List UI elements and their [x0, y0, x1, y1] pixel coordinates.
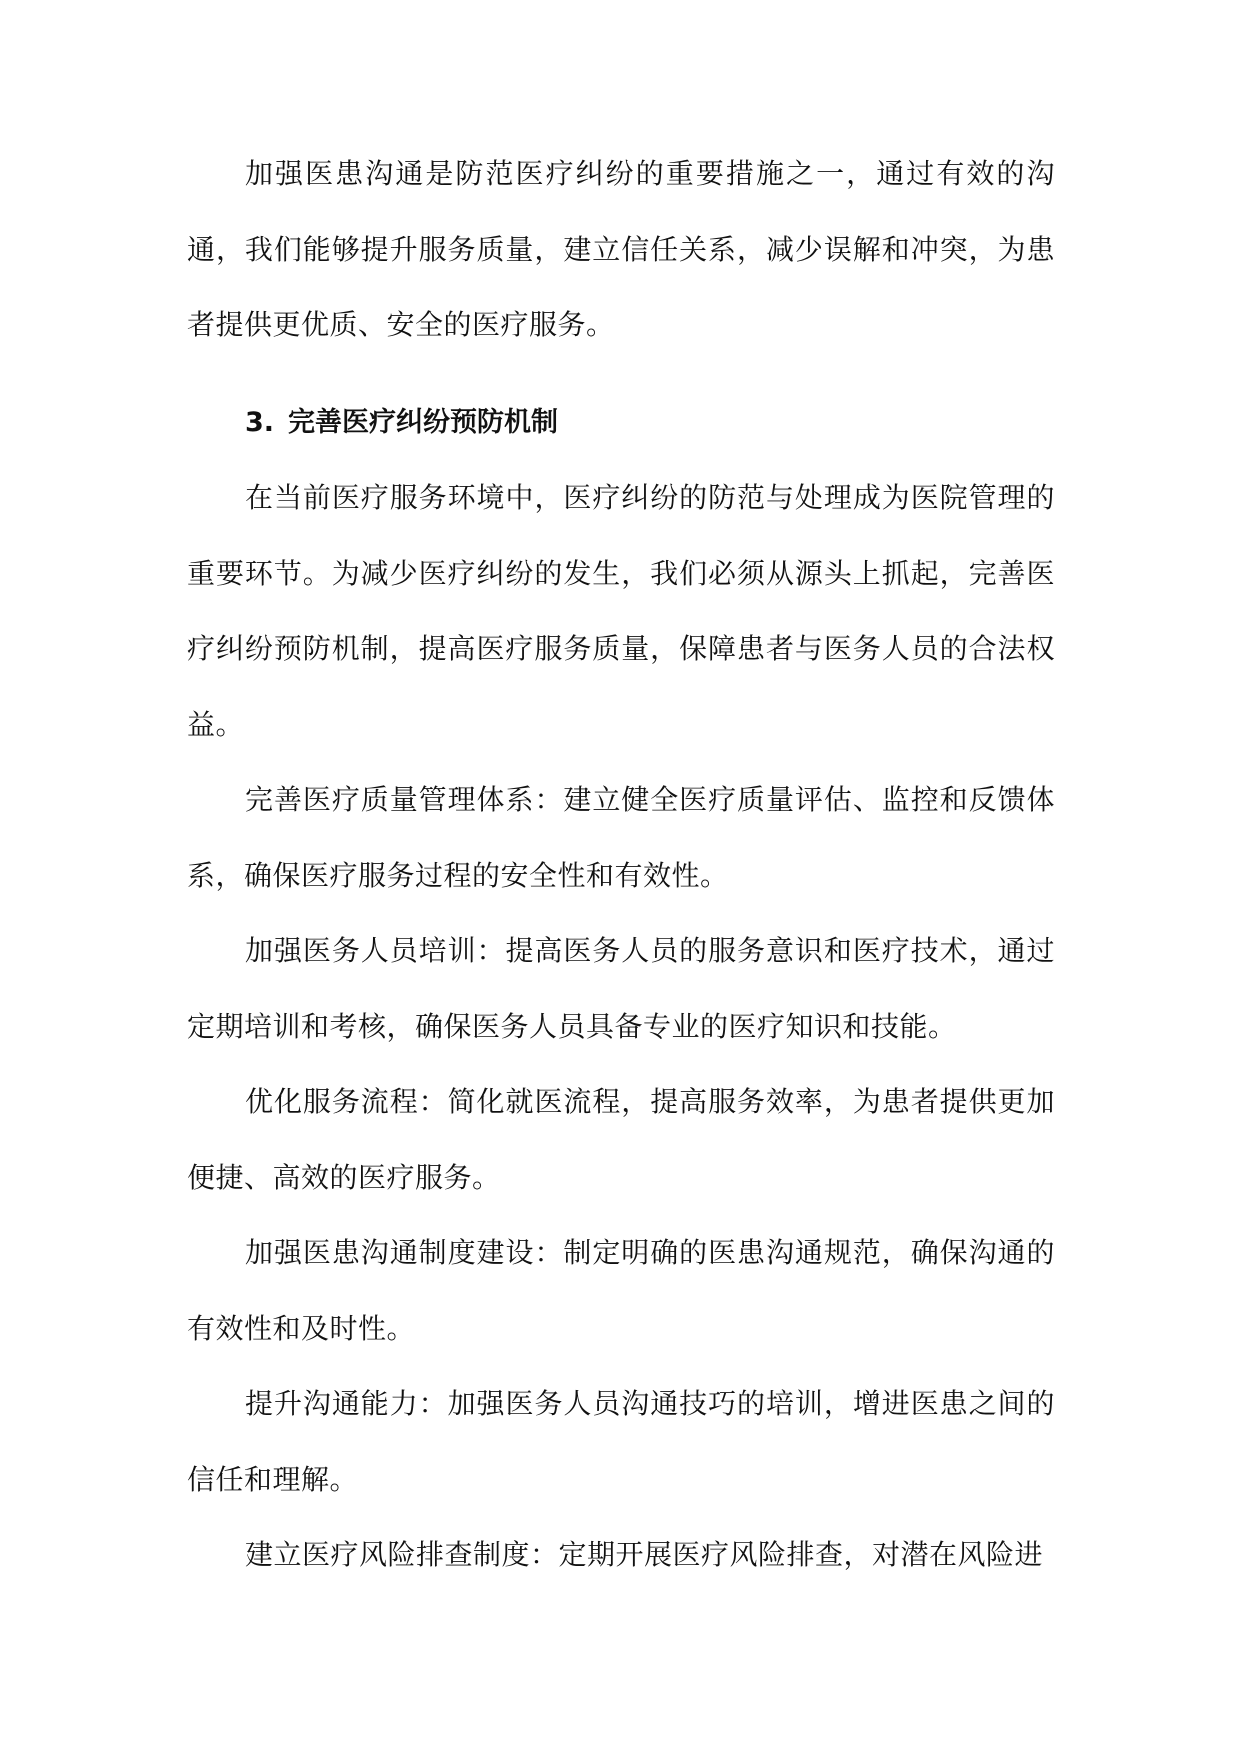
paragraph-communication-skills: 提升沟通能力：加强医务人员沟通技巧的培训，增进医患之间的信任和理解。 — [187, 1387, 1055, 1496]
paragraph-risk-screening: 建立医疗风险排查制度：定期开展医疗风险排查，对潜在风险进 — [245, 1538, 1044, 1571]
paragraph-context: 在当前医疗服务环境中，医疗纠纷的防范与处理成为医院管理的重要环节。为减少医疗纠纷的发生，我们必须从源头上抓起，完善医疗纠纷预防机制，提高医疗服务质量，保障患者与医务人员的合法权益。 — [187, 481, 1055, 741]
paragraph-service-process: 优化服务流程：简化就医流程，提高服务效率，为患者提供更加便捷、高效的医疗服务。 — [187, 1085, 1055, 1194]
section-title: 完善医疗纠纷预防机制 — [288, 406, 559, 438]
paragraph-intro: 加强医患沟通是防范医疗纠纷的重要措施之一，通过有效的沟通，我们能够提升服务质量，建立信任关系，减少误解和冲突，为患者提供更优质、安全的医疗服务。 — [187, 157, 1055, 341]
paragraph-staff-training: 加强医务人员培训：提高医务人员的服务意识和医疗技术，通过定期培训和考核，确保医务人员具备专业的医疗知识和技能。 — [187, 934, 1055, 1043]
document-body — [187, 136, 1055, 1593]
paragraph-communication-system: 加强医患沟通制度建设：制定明确的医患沟通规范，确保沟通的有效性和及时性。 — [187, 1236, 1055, 1345]
section-number: 3. — [245, 406, 275, 438]
paragraph-quality-system: 完善医疗质量管理体系：建立健全医疗质量评估、监控和反馈体系，确保医疗服务过程的安全性和有效性。 — [187, 783, 1055, 892]
section-heading — [187, 385, 1055, 461]
